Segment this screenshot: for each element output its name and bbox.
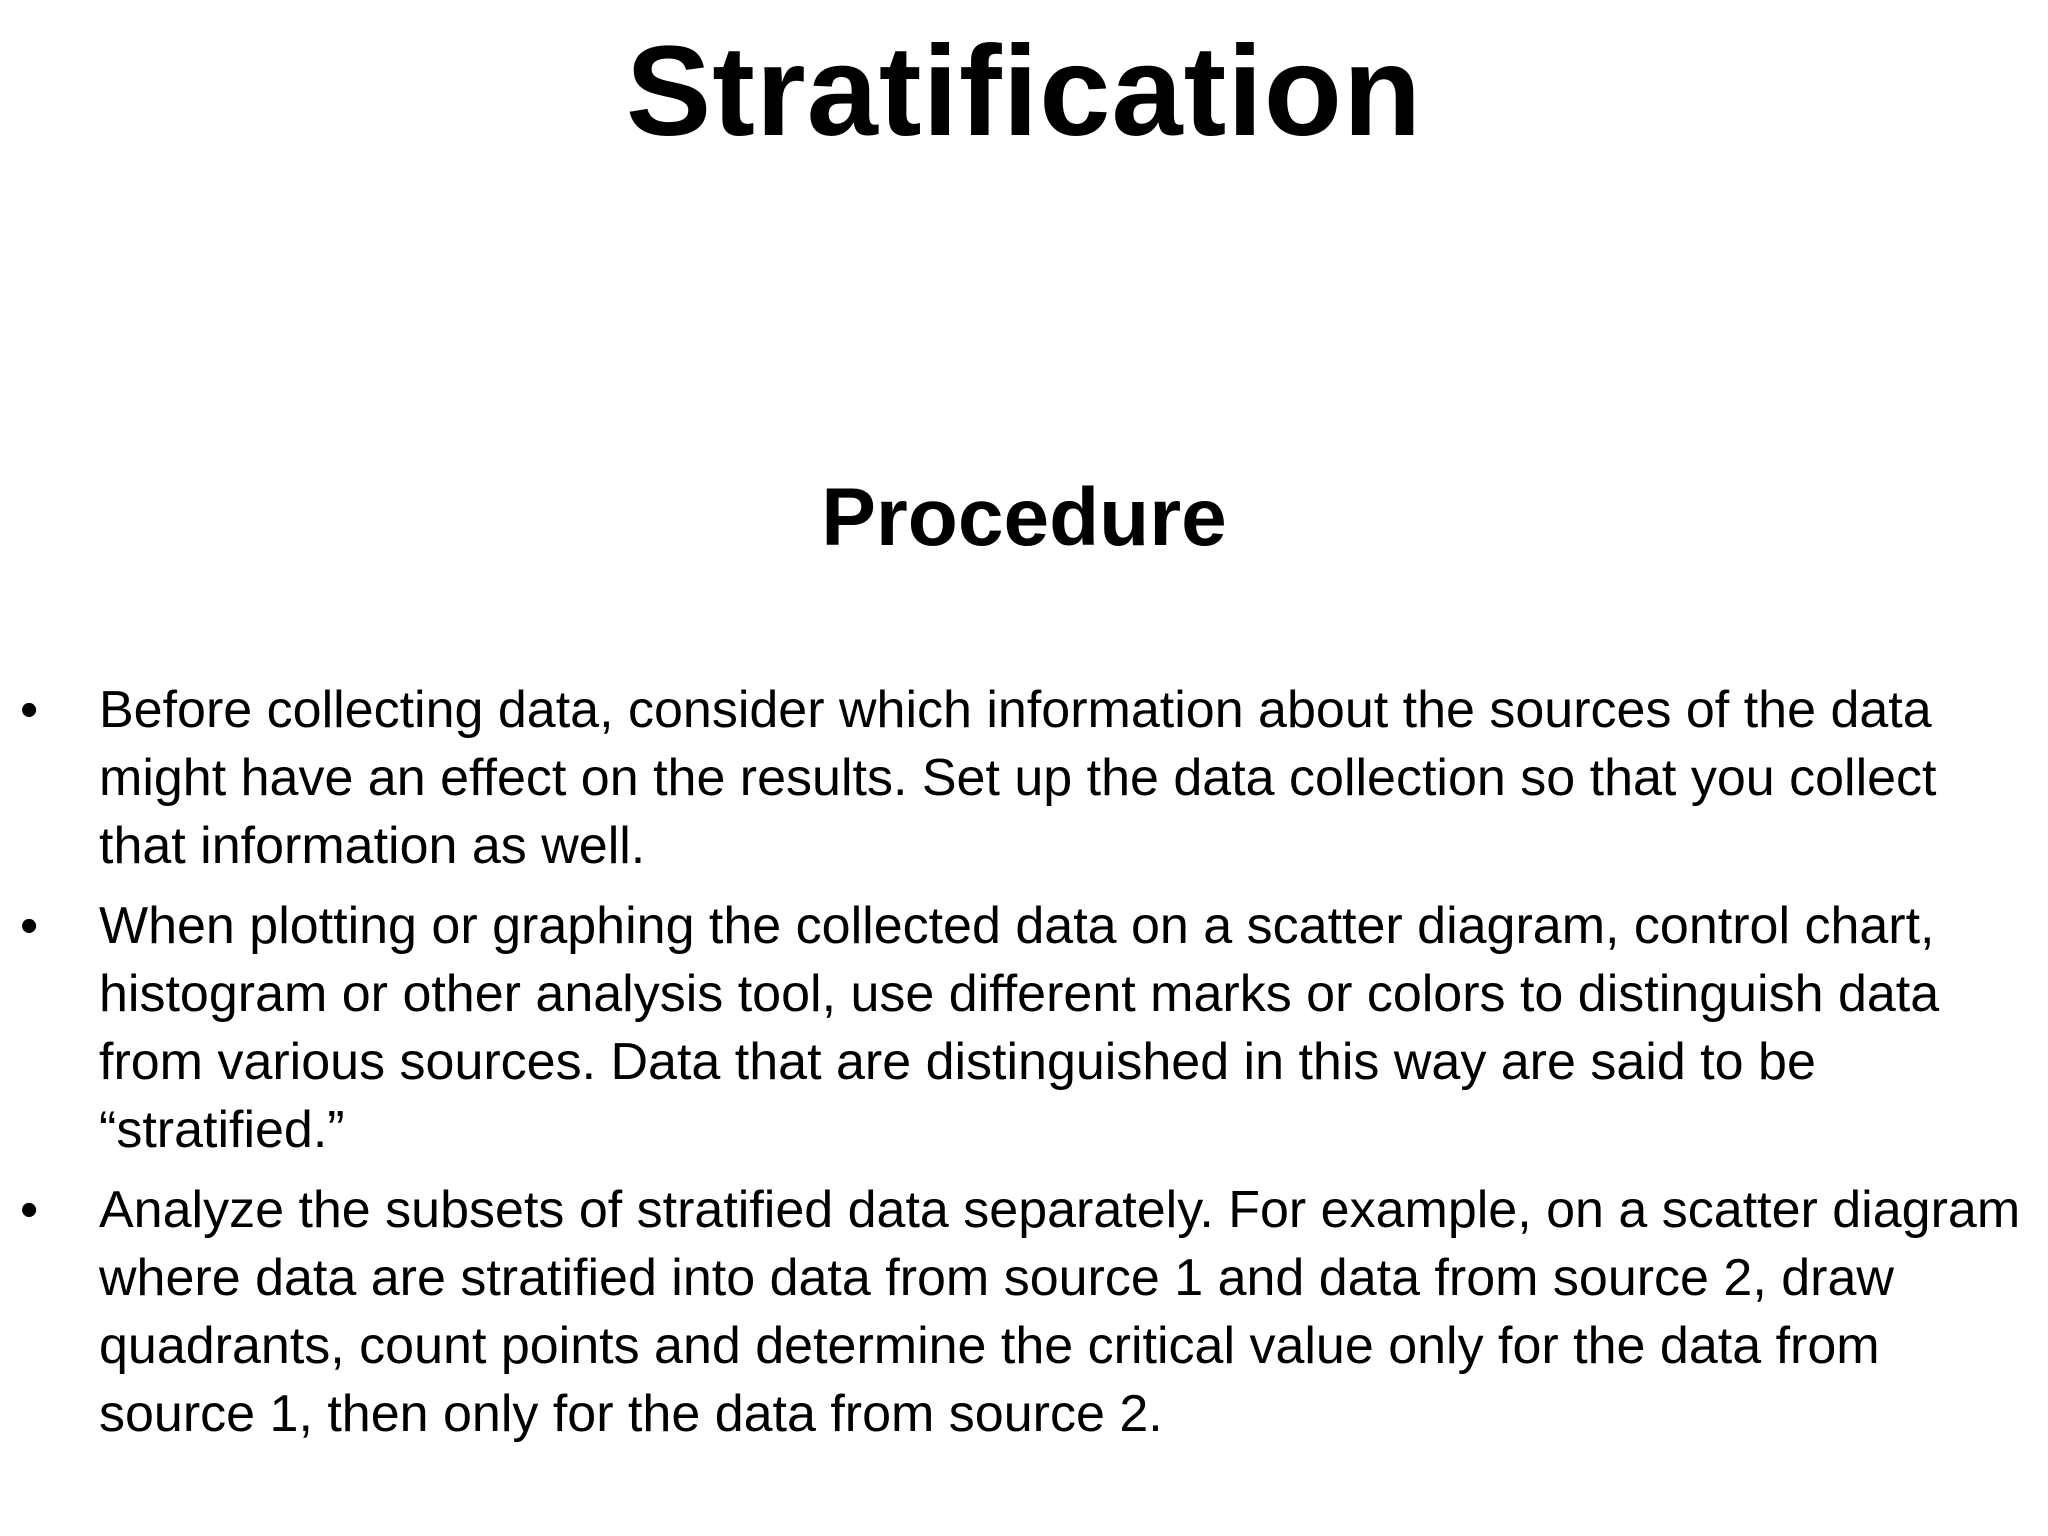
bullet-text: Before collecting data, consider which information about the sources of the data might have an effect on the results. Set up the data collection so that you collect that information as well. (99, 681, 1937, 875)
bullet-text: Analyze the subsets of stratified data separately. For example, on a scatter diagram where data are stratified into data from source 1 and data from source 2, draw quadrants, count points and determine the critical value only for the data from source 1, then only for the data from source 2. (99, 1181, 2021, 1443)
bullet-dot-icon: • (20, 1181, 39, 1239)
bullet-dot-icon: • (20, 681, 39, 739)
bullet-list (0, 676, 2048, 1460)
bullet-item (0, 892, 2048, 1164)
bullet-item (0, 676, 2048, 880)
slide-title: Stratification (625, 20, 1423, 163)
bullet-item (0, 1176, 2048, 1448)
slide-subtitle: Procedure (821, 472, 1227, 563)
bullet-dot-icon: • (20, 897, 39, 955)
bullet-text: When plotting or graphing the collected data on a scatter diagram, control chart, histogram or other analysis tool, use different marks or colors to distinguish data from various sources. Data that are distinguished in this way are said to be “stratified.” (99, 897, 1940, 1159)
